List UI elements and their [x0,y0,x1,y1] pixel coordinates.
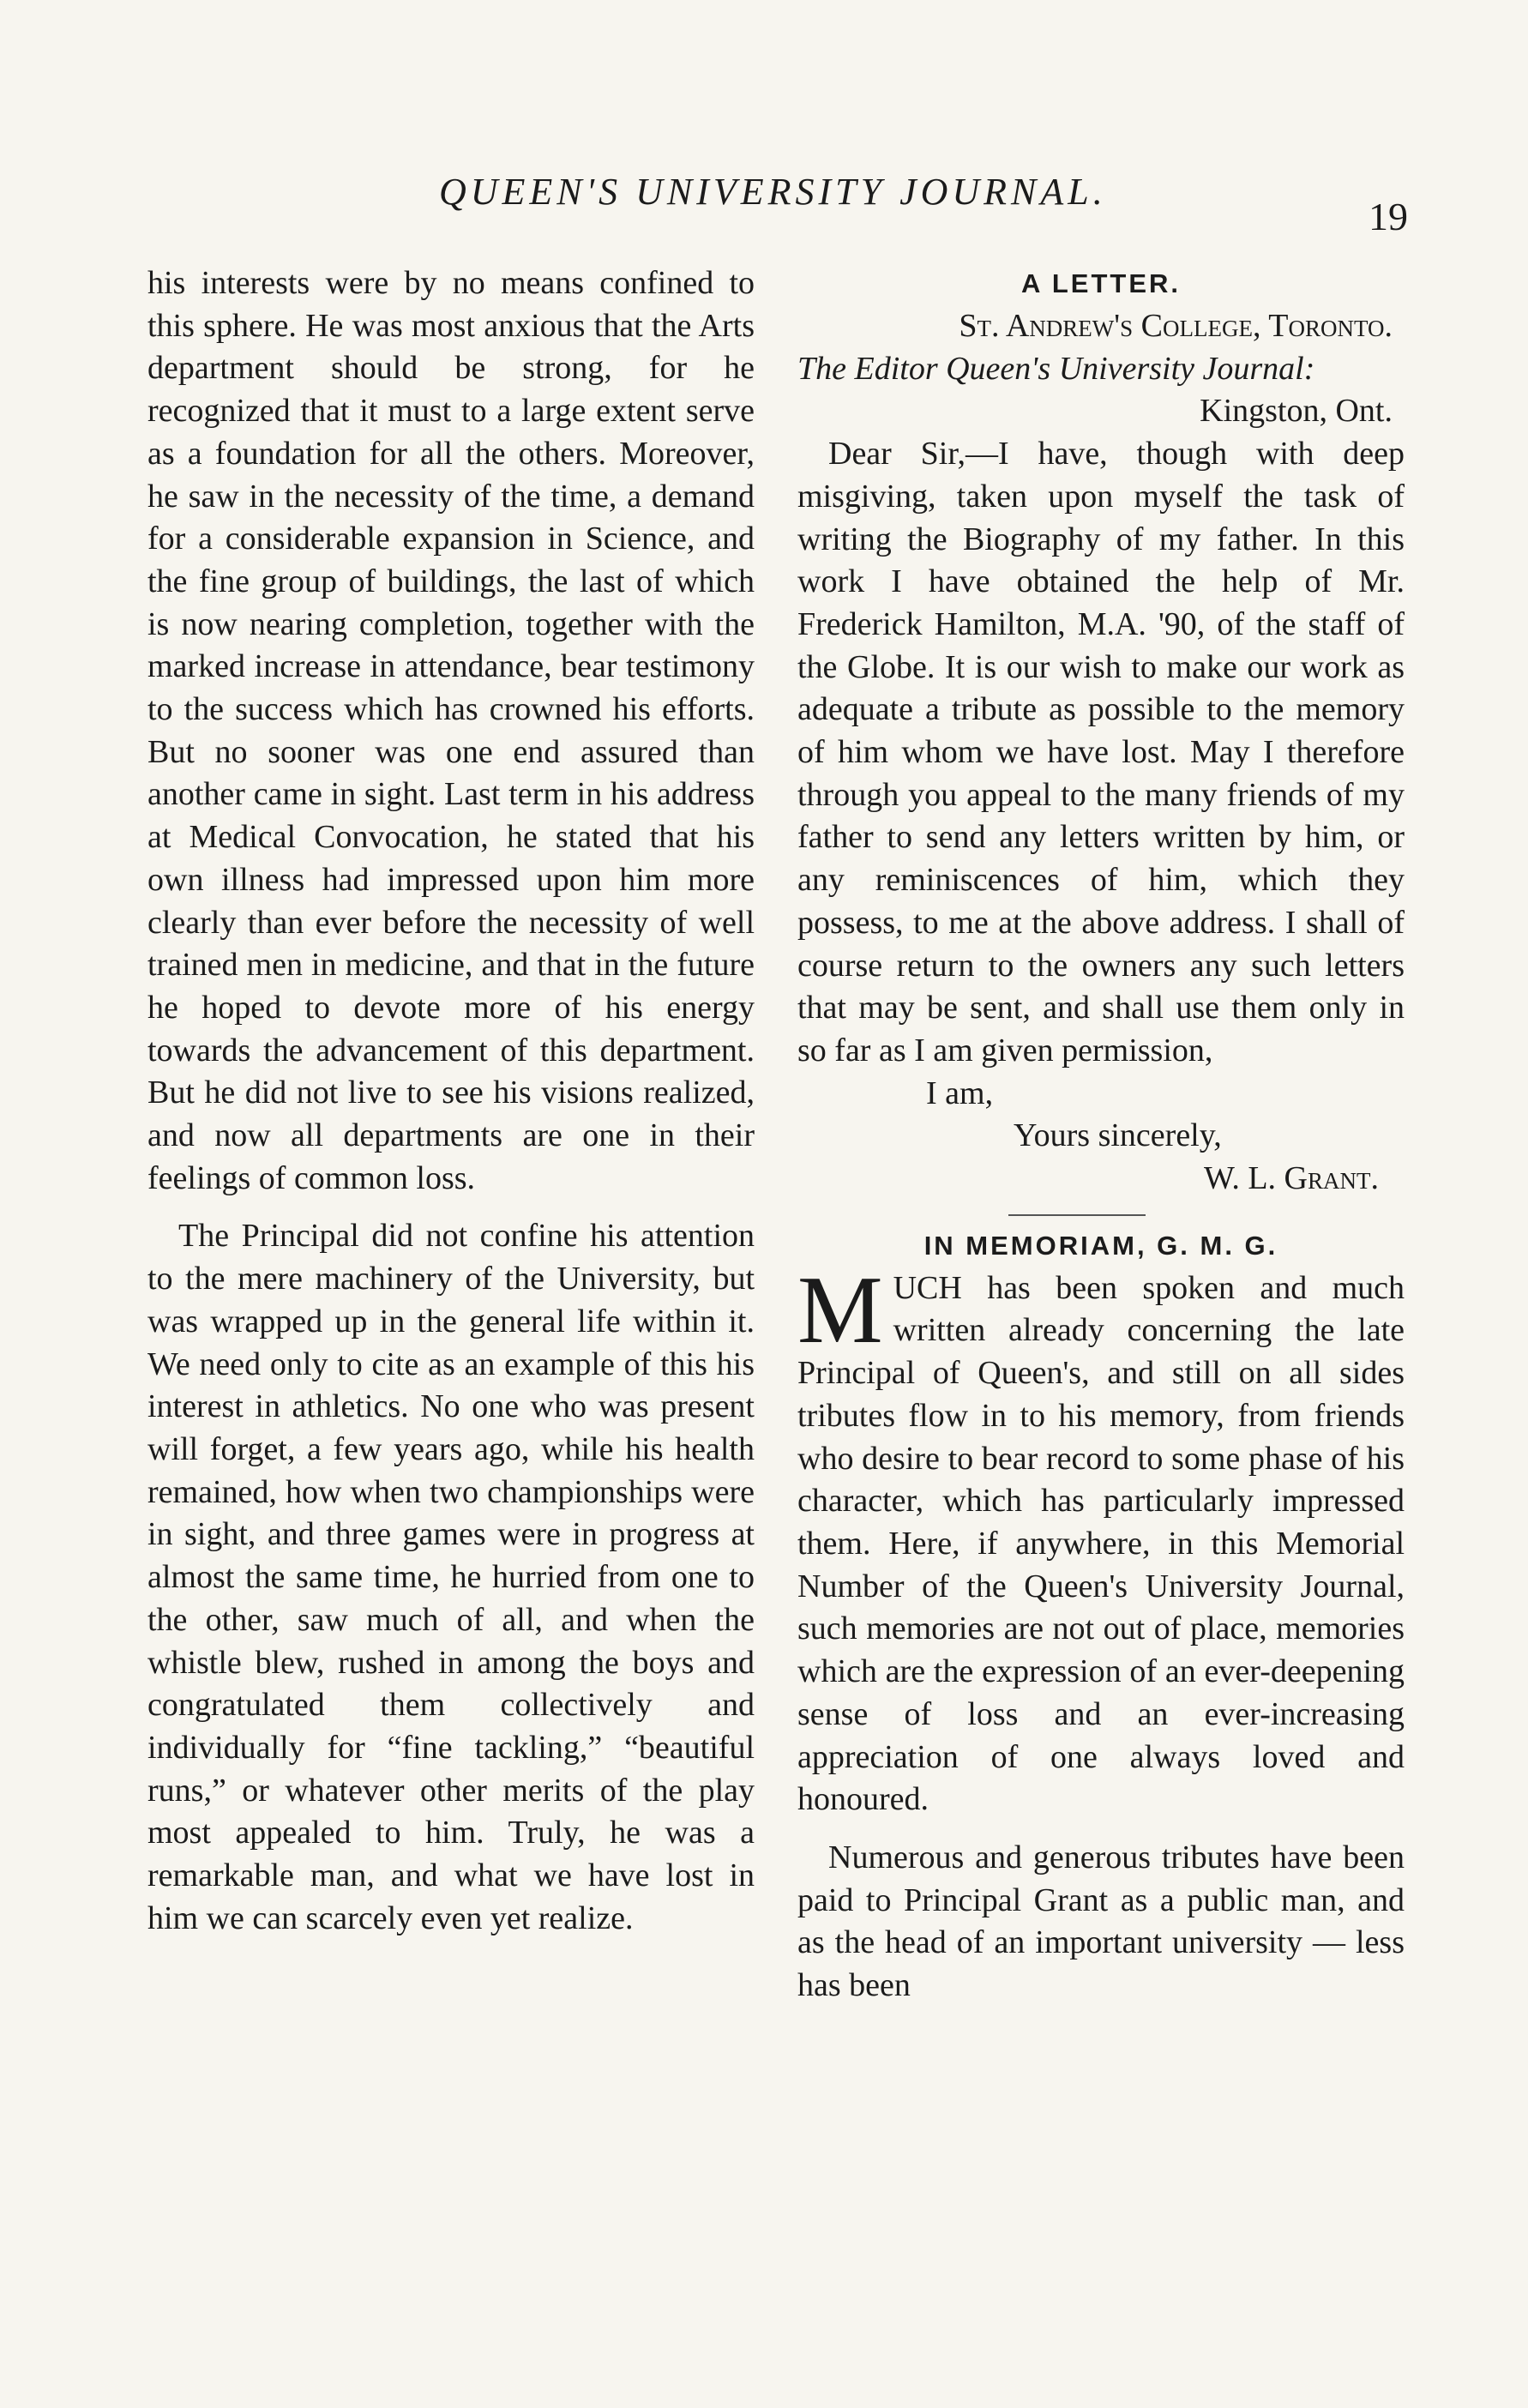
right-column [797,262,1405,2008]
drop-cap: M [797,1256,883,1364]
left-paragraph-2: The Principal did not confine his attention to the mere machinery of the University, but was wrapped up in the general life within it. We need only to cite as an example of this his interest in athletics. No one who was present will forget, a few years ago, while his health remained, how when two championships were in sight, and three games were in progress at almost the same time, he hurried from one to the other, saw much of all, and when the whistle blew, rushed in among the boys and congratulated them collectively and individually for “fine tackling,” “beautiful runs,” or whatever other merits of the play most appealed to him. Truly, he was a remarkable man, and what we have lost in him we can scarcely even yet realize. [147,1218,755,1936]
letter-address: St. Andrew's College, Toronto. [959,308,1393,344]
letter-closing-2: Yours sincerely, [1014,1117,1222,1154]
letter-location: Kingston, Ont. [1200,393,1393,430]
page-number: 19 [1369,195,1408,238]
letter-body: Dear Sir,—I have, though with deep misgiving, taken upon myself the task of writing the Biography of my father. In this work I have obtained the help of Mr. Frederick Hamilton, M.A. '90, of the staff of the Globe. It is our wish to make our work as adequate a tribute as possible to the memory of him whom we have lost. May I therefore through you appeal to the many friends of my father to send any letters written by him, or any reminiscences of him, which they possess, to me at the above address. I shall of course return to the owners any such letters that may be sent, and shall use them only in so far as I am given permission, [797,436,1405,1069]
left-paragraph-1: his interests were by no means confined to this sphere. He was most anxious that the Arts department should be strong, for he recognized that it must to a large extent serve as a foundation for all the others. Moreover, he saw in the necessity of the time, a demand for a considerable expansion in Science, and the fine group of buildings, the last of which is now nearing completion, together with the marked increase in attendance, bear testimony to the success which has crowned his efforts. But no sooner was one end assured than another came in sight. Last term in his address at Medical Convocation, he stated that his own illness had impressed upon him more clearly than ever before the necessity of well trained men in medicine, and that in the future he hoped to devote more of his energy towards the advancement of this department. But he did not live to see his visions realized, and now all departments are one in their feelings of common loss. [147,265,755,1196]
letter-heading: A LETTER. [1020,268,1181,298]
left-column [147,262,755,1940]
memoriam-paragraph-1 [797,1256,1405,1821]
running-head: QUEEN'S UNIVERSITY JOURNAL. [439,171,1107,213]
section-divider [1008,1214,1146,1216]
memoriam-paragraph-2: Numerous and generous tributes have been paid to Principal Grant as a public man, and as the head of an important university — less has been [797,1839,1405,2004]
letter-signature: W. L. Grant. [1203,1160,1379,1197]
letter-closing-1: I am, [926,1075,994,1111]
letter-recipient: The Editor Queen's University Journal: [797,350,1315,387]
memoriam-paragraph-1-text: UCH has been spoken and much written already concerning the late Principal of Queen's, and still on all sides tributes flow in to his memory, from friends who desire to bear record to some phase of his character, which has particularly impressed them. Here, if anywhere, in this Memorial Number of the Queen's University Journal, such memories are not out of place, memories which are the expression of an ever-deepening sense of loss and an ever-increasing appreciation of one always loved and honoured. [797,1269,1405,1818]
memoriam-heading: IN MEMORIAM, G. M. G. [923,1230,1278,1261]
